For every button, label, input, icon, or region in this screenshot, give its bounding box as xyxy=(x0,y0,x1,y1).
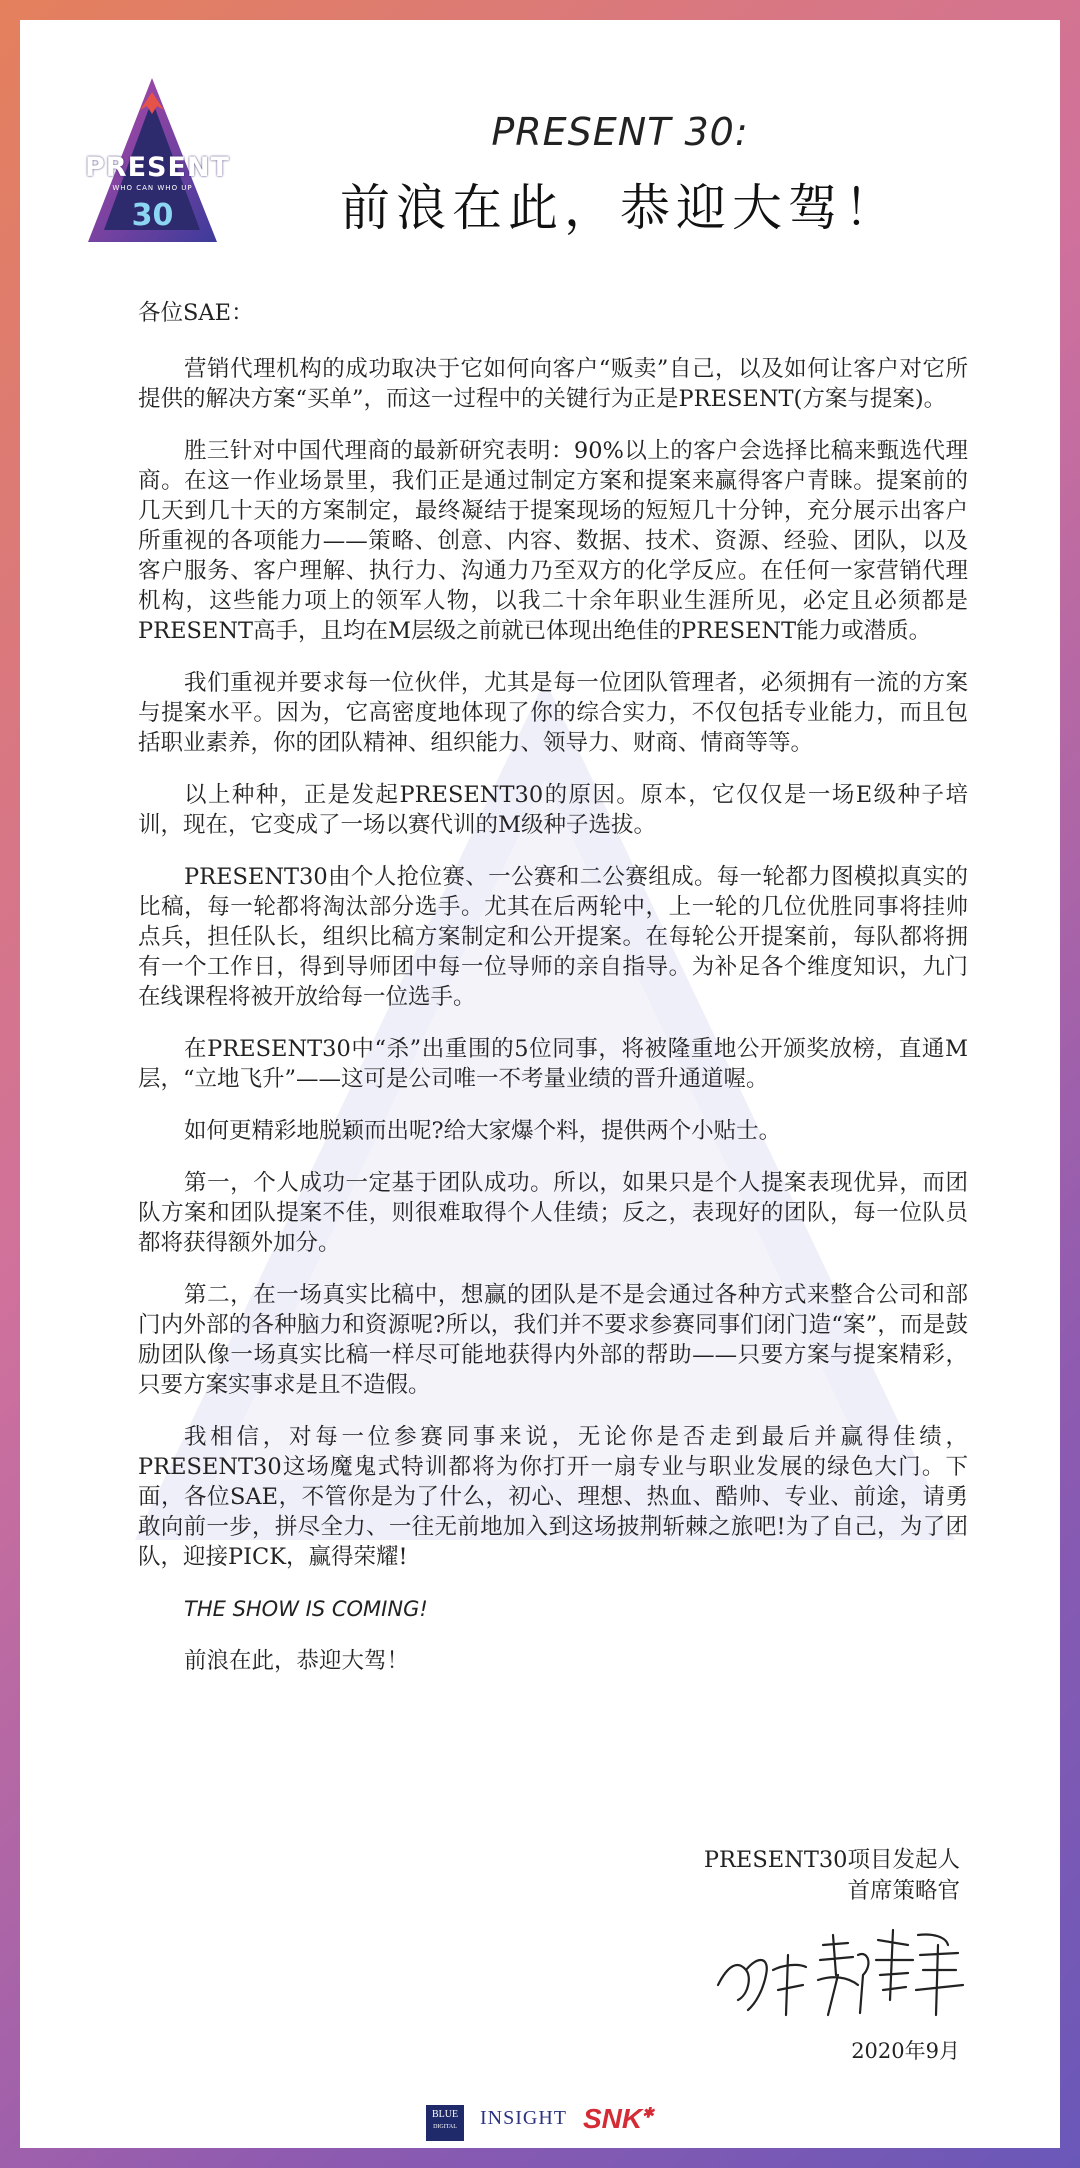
signature-block xyxy=(704,1845,960,1907)
logo-word: PRESENT xyxy=(85,152,230,183)
paragraph: 在PRESENT30中“杀”出重围的5位同事，将被隆重地公开颁奖放榜，直通M层，“立地飞升”——这可是公司唯一不考量业绩的晋升通道喔。 xyxy=(138,1036,968,1092)
closing-line: 前浪在此，恭迎大驾！ xyxy=(184,1648,410,1674)
signer-role: PRESENT30项目发起人 xyxy=(703,1847,960,1873)
title-english: PRESENT 30: xyxy=(491,110,749,154)
insight-logo: INSIGHT xyxy=(480,2107,567,2129)
blue-digital-logo: BLUE DIGITAL xyxy=(426,2105,464,2141)
footer-logos xyxy=(20,2105,1060,2145)
paragraph: 营销代理机构的成功取决于它如何向客户“贩卖”自己，以及如何让客户对它所提供的解决方案“买单”，而这一过程中的关键行为正是PRESENT(方案与提案)。 xyxy=(138,356,968,412)
paragraph: 如何更精彩地脱颖而出呢?给大家爆个料，提供两个小贴士。 xyxy=(184,1118,782,1144)
letter-date: 2020年9月 xyxy=(851,2039,960,2063)
letter-body xyxy=(138,298,968,1698)
paragraph: 我相信，对每一位参赛同事来说，无论你是否走到最后并赢得佳绩，PRESENT30这场魔鬼式特训都将为你打开一扇专业与职业发展的绿色大门。下面，各位SAE，不管你是为了什么，初心、理想、热血、酷帅、专业、前途，请勇敢向前一步，拼尽全力、一往无前地加入到这场披荆斩棘之旅吧!为了自己，为了团队，迎接PICK，赢得荣耀! xyxy=(138,1424,968,1570)
snk-star-icon: ✱ xyxy=(642,2104,654,2121)
handwritten-signature xyxy=(708,1915,978,2025)
title-chinese: 前浪在此，恭迎大驾！ xyxy=(340,179,900,237)
salutation: 各位SAE： xyxy=(138,300,254,326)
paragraph: 第二，在一场真实比稿中，想赢的团队是不是会通过各种方式来整合公司和部门内外部的各种脑力和资源呢?所以，我们并不要求参赛同事们闭门造“案”，而是鼓励团队像一场真实比稿一样尽可能地获得内外部的帮助——只要方案与提案精彩，只要方案实事求是且不造假。 xyxy=(138,1282,968,1398)
paragraph: 我们重视并要求每一位伙伴，尤其是每一位团队管理者，必须拥有一流的方案与提案水平。因为，它高密度地体现了你的综合实力，不仅包括专业能力，而且包括职业素养，你的团队精神、组织能力、领导力、财商、情商等等。 xyxy=(138,670,968,756)
paragraph: 胜三针对中国代理商的最新研究表明：90%以上的客户会选择比稿来甄选代理商。在这一作业场景里，我们正是通过制定方案和提案来赢得客户青睐。提案前的几天到几十天的方案制定，最终凝结于提案现场的短短几十分钟，充分展示出客户所重视的各项能力——策略、创意、内容、数据、技术、资源、经验、团队，以及客户服务、客户理解、执行力、沟通力乃至双方的化学反应。在任何一家营销代理机构，这些能力项上的领军人物，以我二十余年职业生涯所见，必定且必须都是PRESENT高手，且均在M层级之前就已体现出绝佳的PRESENT能力或潜质。 xyxy=(138,438,968,644)
logo-tagline: WHO CAN WHO UP xyxy=(112,184,193,192)
snk-logo: SNK✱ xyxy=(583,2103,654,2134)
logo-number: 30 xyxy=(131,198,174,233)
signer-title: 首席策略官 xyxy=(847,1878,960,1904)
slogan: THE SHOW IS COMING! xyxy=(184,1597,428,1621)
paragraph: 第一，个人成功一定基于团队成功。所以，如果只是个人提案表现优异，而团队方案和团队提案不佳，则很难取得个人佳绩；反之，表现好的团队，每一位队员都将获得额外加分。 xyxy=(138,1170,968,1256)
present30-logo xyxy=(85,70,230,250)
letter-page xyxy=(20,20,1060,2148)
paragraph: PRESENT30由个人抢位赛、一公赛和二公赛组成。每一轮都力图模拟真实的比稿，每一轮都将淘汰部分选手。尤其在后两轮中，上一轮的几位优胜同事将挂帅点兵，担任队长，组织比稿方案制定和公开提案。在每轮公开提案前，每队都将拥有一个工作日，得到导师团中每一位导师的亲自指导。为补足各个维度知识，九门在线课程将被开放给每一位选手。 xyxy=(138,864,968,1010)
paragraph: 以上种种，正是发起PRESENT30的原因。原本，它仅仅是一场E级种子培训，现在，它变成了一场以赛代训的M级种子选拔。 xyxy=(138,782,968,838)
